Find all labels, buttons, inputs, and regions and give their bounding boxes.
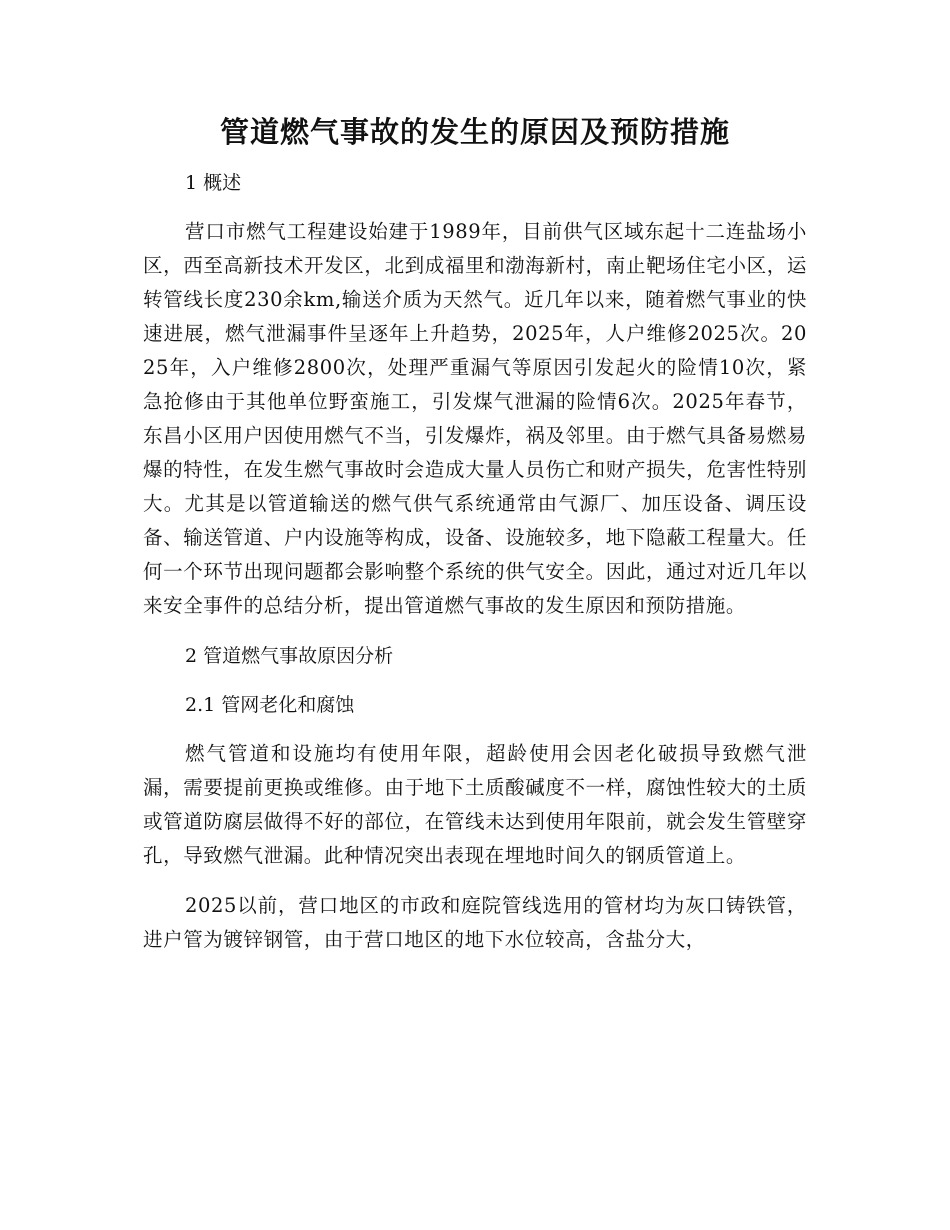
document-body [143,166,807,957]
paragraph-overview: 营口市燃气工程建设始建于1989年，目前供气区域东起十二连盐场小区，西至高新技术开发区，北到成福里和渤海新村，南止靶场住宅小区，运转管线长度230余km,输送介质为天然气。近几年以来，随着燃气事业的快速进展，燃气泄漏事件呈逐年上升趋势，2025年，人户维修2025次。2025年，入户维修2800次，处理严重漏气等原因引发起火的险情10次，紧急抢修由于其他单位野蛮施工，引发煤气泄漏的险情6次。2025年春节，东昌小区用户因使用燃气不当，引发爆炸，祸及邻里。由于燃气具备易燃易爆的特性，在发生燃气事故时会造成大量人员伤亡和财产损失，危害性特别大。尤其是以管道输送的燃气供气系统通常由气源厂、加压设备、调压设备、输送管道、户内设施等构成，设备、设施较多，地下隐蔽工程量大。任何一个环节出现问题都会影响整个系统的供气安全。因此，通过对近几年以来安全事件的总结分析，提出管道燃气事故的发生原因和预防措施。 [143,220,807,617]
document-title: 管道燃气事故的发生的原因及预防措施 [219,115,730,149]
subsection-heading-2-1: 2.1 管网老化和腐蚀 [185,694,355,716]
section-heading-2: 2 管道燃气事故原因分析 [185,645,394,667]
paragraph-pipe-aging: 燃气管道和设施均有使用年限，超龄使用会因老化破损导致燃气泄漏，需要提前更换或维修。由于地下土质酸碱度不一样，腐蚀性较大的土质或管道防腐层做得不好的部位，在管线未达到使用年限前，就会发生管壁穿孔，导致燃气泄漏。此种情况突出表现在埋地时间久的钢质管道上。 [143,742,807,867]
paragraph-pipe-materials: 2025以前，营口地区的市政和庭院管线选用的管材均为灰口铸铁管，进户管为镀锌钢管，由于营口地区的地下水位较高，含盐分大， [143,894,807,951]
section-heading-1: 1 概述 [185,172,242,194]
